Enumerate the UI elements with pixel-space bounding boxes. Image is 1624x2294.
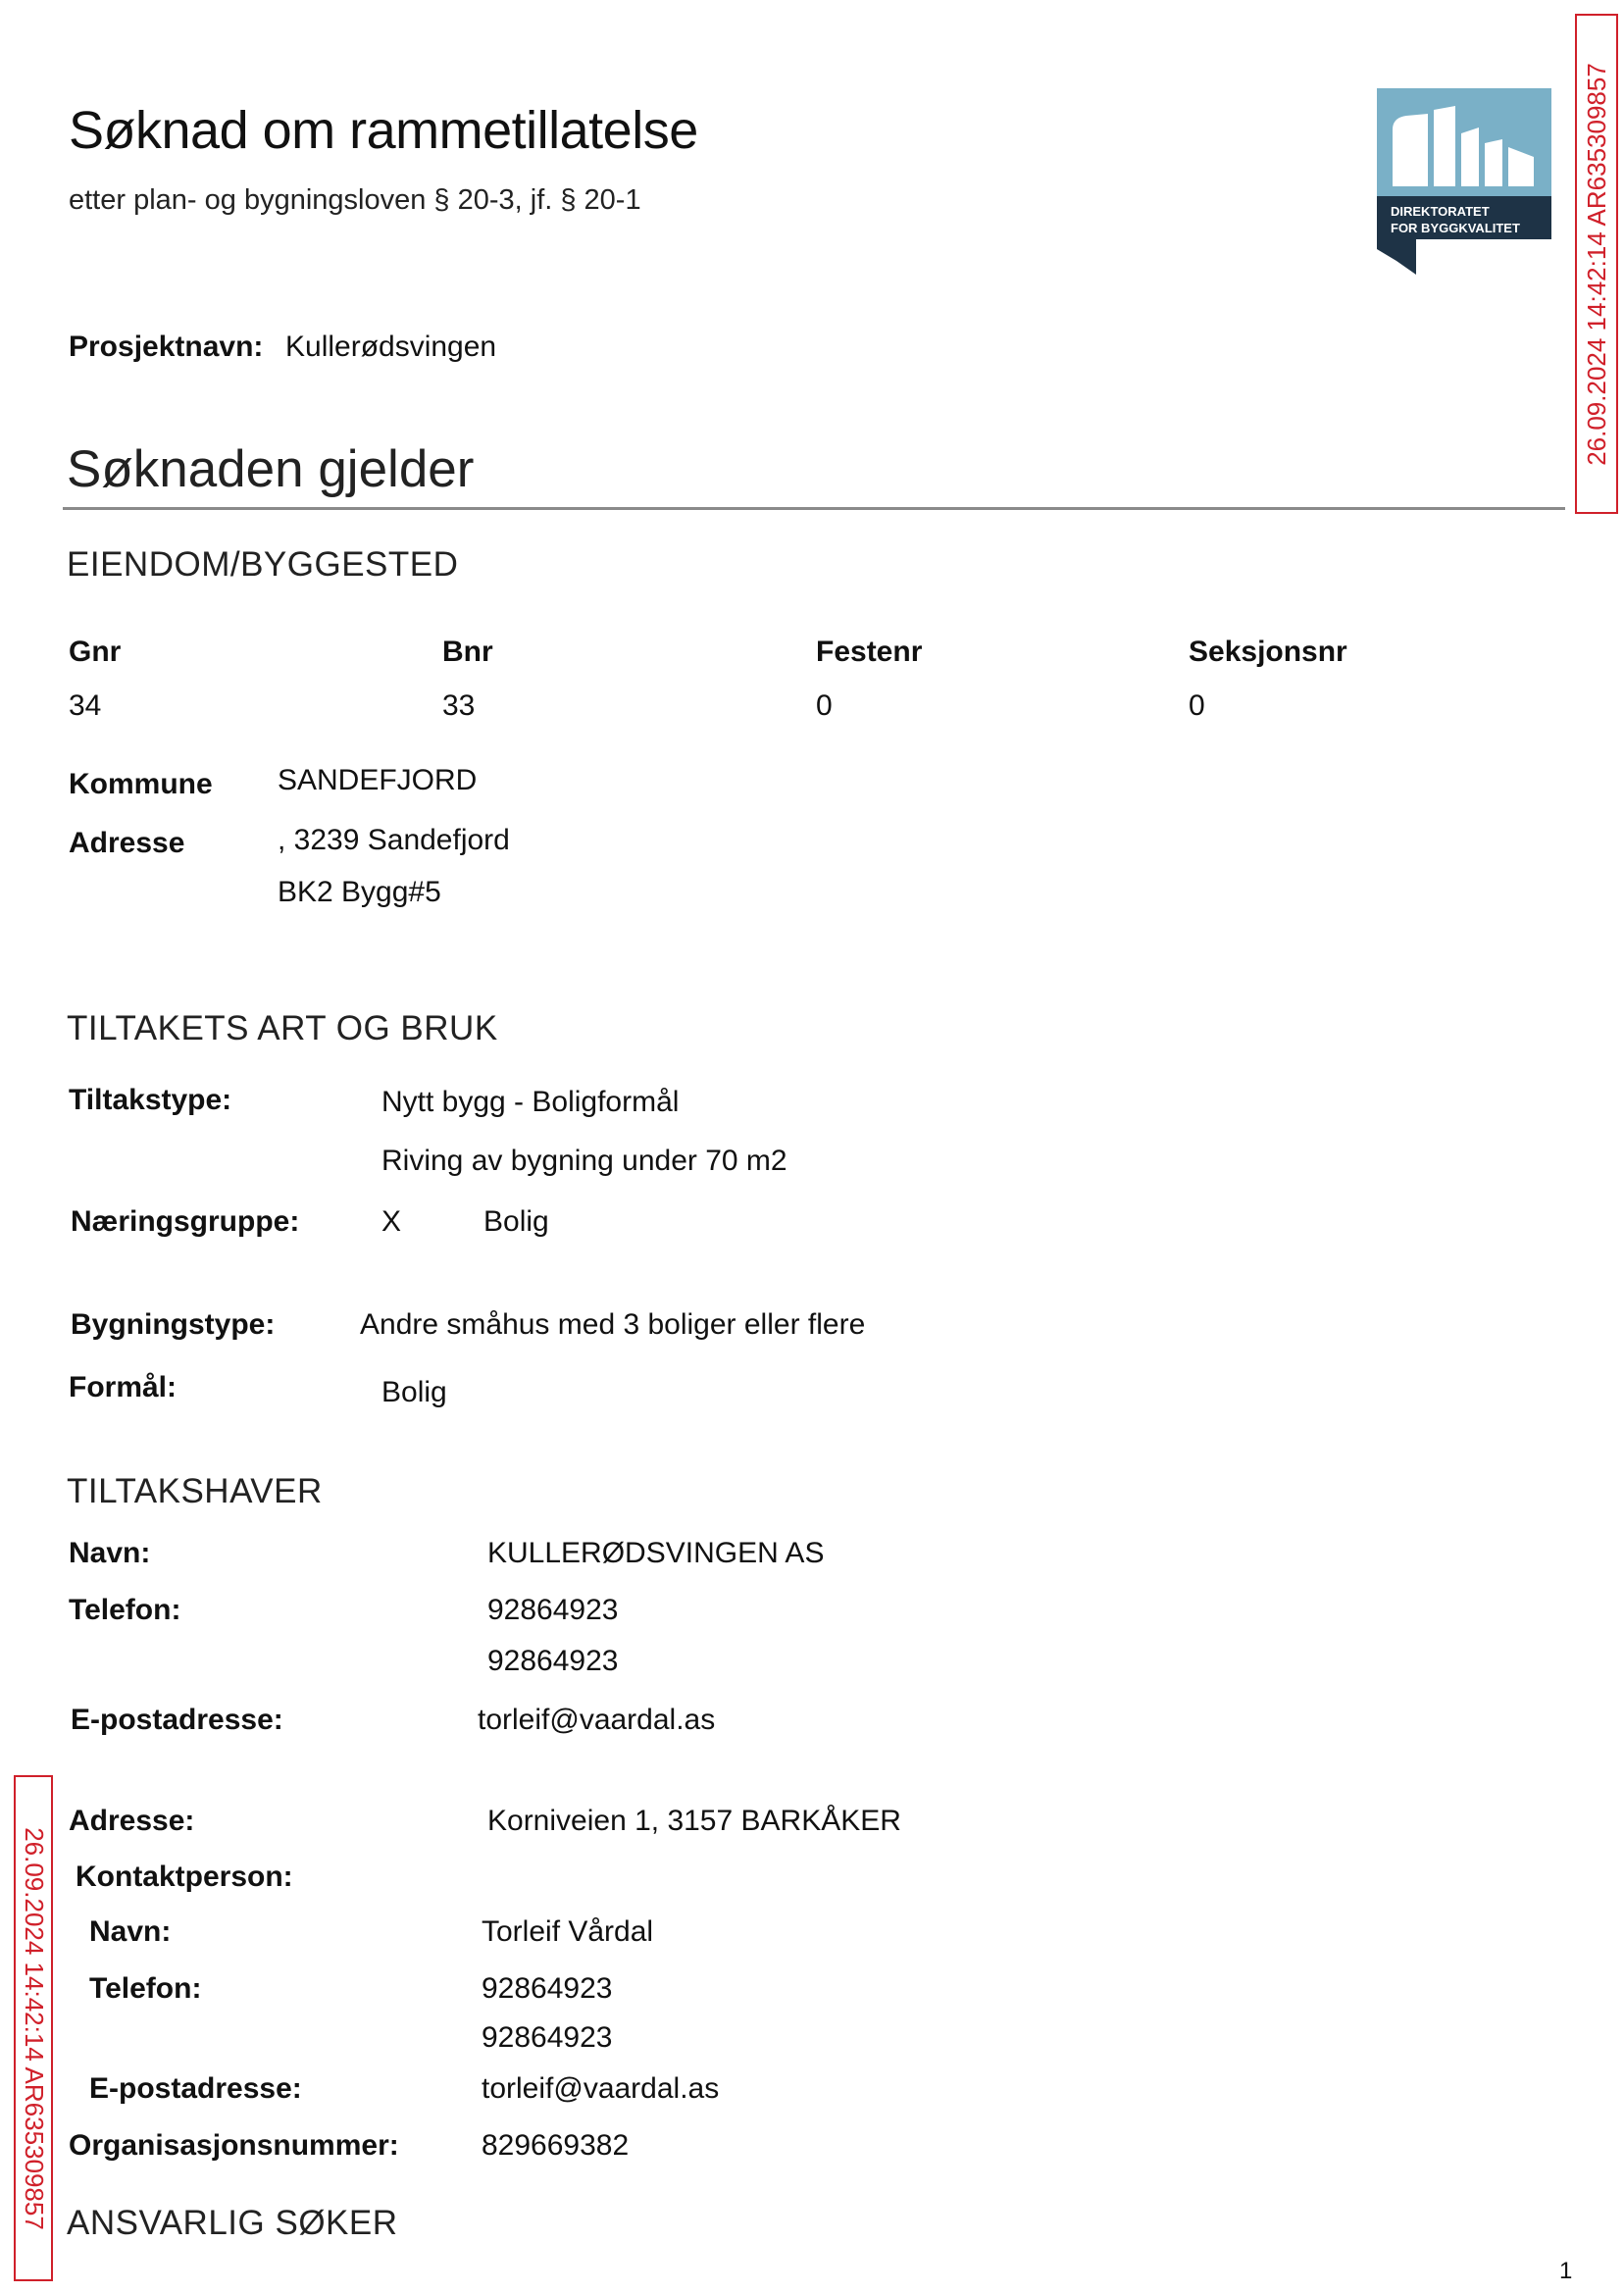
kontakt-telefon-label: Telefon:	[89, 1972, 202, 2005]
tiltakstype-label: Tiltakstype:	[69, 1084, 232, 1116]
naeringsgruppe-label: Næringsgruppe:	[71, 1205, 300, 1238]
naeringsgruppe-code: X	[381, 1205, 402, 1238]
gnr-label: Gnr	[69, 636, 122, 668]
owner-epost-label: E-postadresse:	[71, 1704, 283, 1736]
formal-value: Bolig	[381, 1376, 447, 1408]
adresse-line1: , 3239 Sandefjord	[278, 824, 510, 856]
project-name-label: Prosjektnavn:	[69, 331, 264, 363]
measure-heading: TILTAKETS ART OG BRUK	[67, 1009, 498, 1047]
adresse-label: Adresse	[69, 827, 185, 859]
section-title: Søknaden gjelder	[67, 440, 475, 498]
bygningstype-value: Andre småhus med 3 boliger eller flere	[360, 1308, 866, 1341]
kontakt-epost-label: E-postadresse:	[89, 2072, 302, 2105]
owner-telefon-label: Telefon:	[69, 1594, 181, 1626]
receipt-stamp-text: 26.09.2024 14:42:14 AR635309857	[1581, 62, 1611, 466]
bnr-label: Bnr	[442, 636, 493, 668]
owner-navn-value: KULLERØDSVINGEN AS	[487, 1537, 825, 1569]
receipt-stamp-right	[1575, 14, 1618, 514]
kontakt-epost-value: torleif@vaardal.as	[482, 2072, 720, 2105]
page-number: 1	[1559, 2258, 1573, 2284]
owner-adresse-label: Adresse:	[69, 1805, 195, 1837]
logo-text-line2: FOR BYGGKVALITET	[1391, 221, 1520, 235]
seksjonsnr-label: Seksjonsnr	[1189, 636, 1347, 668]
project-name-value: Kullerødsvingen	[285, 331, 497, 363]
formal-label: Formål:	[69, 1371, 178, 1403]
tiltakstype-value-1: Nytt bygg - Boligformål	[381, 1086, 680, 1118]
owner-adresse-value: Korniveien 1, 3157 BARKÅKER	[487, 1805, 901, 1837]
adresse-line2: BK2 Bygg#5	[278, 876, 441, 908]
naeringsgruppe-value: Bolig	[483, 1205, 549, 1238]
kommune-label: Kommune	[69, 768, 213, 800]
logo-text-line1: DIREKTORATET	[1391, 204, 1490, 219]
receipt-stamp-left	[14, 1775, 53, 2281]
festenr-value: 0	[816, 689, 833, 722]
owner-heading: TILTAKSHAVER	[67, 1472, 323, 1510]
gnr-value: 34	[69, 689, 102, 722]
kontakt-telefon-1: 92864923	[482, 1972, 613, 2005]
festenr-label: Festenr	[816, 636, 923, 668]
tiltakstype-value-2: Riving av bygning under 70 m2	[381, 1145, 787, 1177]
kontakt-navn-label: Navn:	[89, 1915, 172, 1948]
owner-telefon-2: 92864923	[487, 1645, 619, 1677]
page-subtitle: etter plan- og bygningsloven § 20-3, jf. § 20-1	[69, 184, 641, 216]
bygningstype-label: Bygningstype:	[71, 1308, 276, 1341]
dibk-logo	[1377, 88, 1551, 275]
owner-navn-label: Navn:	[69, 1537, 151, 1569]
receipt-stamp-text: 26.09.2024 14:42:14 AR635309857	[19, 1826, 49, 2230]
bnr-value: 33	[442, 689, 476, 722]
kommune-value: SANDEFJORD	[278, 764, 478, 796]
property-heading: EIENDOM/BYGGESTED	[67, 545, 459, 584]
section-divider	[63, 507, 1565, 510]
orgnr-label: Organisasjonsnummer:	[69, 2129, 399, 2162]
kontaktperson-label: Kontaktperson:	[76, 1861, 293, 1893]
kontakt-telefon-2: 92864923	[482, 2021, 613, 2054]
orgnr-value: 829669382	[482, 2129, 630, 2162]
page-title: Søknad om rammetillatelse	[69, 101, 698, 160]
kontakt-navn-value: Torleif Vårdal	[482, 1915, 654, 1948]
seksjonsnr-value: 0	[1189, 689, 1205, 722]
applicant-heading: ANSVARLIG SØKER	[67, 2204, 398, 2242]
owner-telefon-1: 92864923	[487, 1594, 619, 1626]
dibk-logo-graphic	[1377, 88, 1551, 275]
owner-epost-value: torleif@vaardal.as	[478, 1704, 716, 1736]
